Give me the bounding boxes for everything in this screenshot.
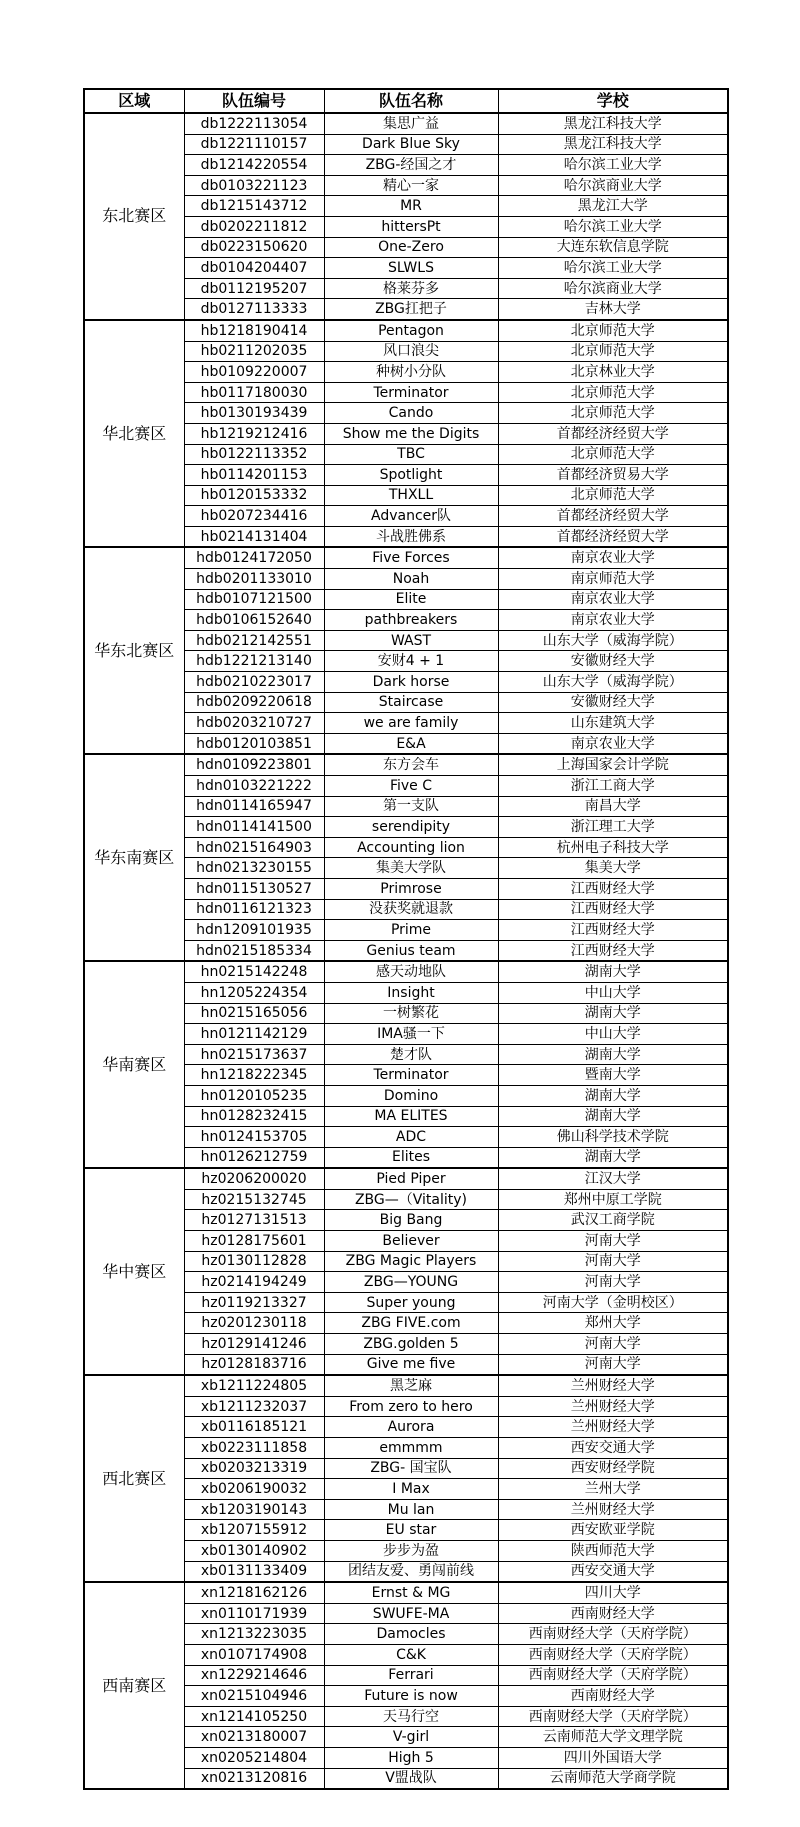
team-name-cell: we are family xyxy=(324,713,498,734)
team-name-cell: C&K xyxy=(324,1644,498,1665)
school-cell: 兰州财经大学 xyxy=(498,1396,728,1417)
team-id-cell: hz0119213327 xyxy=(184,1292,324,1313)
school-cell: 北京师范大学 xyxy=(498,444,728,465)
team-id-cell: hz0206200020 xyxy=(184,1168,324,1189)
team-id-cell: hdb0106152640 xyxy=(184,610,324,631)
school-cell: 哈尔滨商业大学 xyxy=(498,175,728,196)
team-id-cell: db0202211812 xyxy=(184,216,324,237)
team-id-cell: hb0109220007 xyxy=(184,362,324,383)
team-name-cell: Five Forces xyxy=(324,547,498,568)
team-name-cell: ZBG- 国宝队 xyxy=(324,1458,498,1479)
table-row xyxy=(84,1375,728,1396)
team-id-cell: hdb0201133010 xyxy=(184,569,324,590)
team-name-cell: 没获奖就退款 xyxy=(324,899,498,920)
region-cell: 西北赛区 xyxy=(84,1375,184,1582)
team-name-cell: 东方会车 xyxy=(324,754,498,775)
region-cell: 华北赛区 xyxy=(84,320,184,548)
team-id-cell: xn0215104946 xyxy=(184,1686,324,1707)
team-name-cell: Advancer队 xyxy=(324,506,498,527)
school-cell: 郑州大学 xyxy=(498,1313,728,1334)
team-id-cell: hdn0114165947 xyxy=(184,796,324,817)
school-cell: 湖南大学 xyxy=(498,1106,728,1127)
school-cell: 北京师范大学 xyxy=(498,382,728,403)
school-cell: 西安欧亚学院 xyxy=(498,1520,728,1541)
team-id-cell: hdn0215185334 xyxy=(184,940,324,961)
school-cell: 暨南大学 xyxy=(498,1065,728,1086)
team-id-cell: xn0205214804 xyxy=(184,1747,324,1768)
header-team-name: 队伍名称 xyxy=(324,89,498,113)
school-cell: 四川外国语大学 xyxy=(498,1747,728,1768)
school-cell: 兰州财经大学 xyxy=(498,1499,728,1520)
school-cell: 黑龙江科技大学 xyxy=(498,113,728,134)
team-name-cell: 步步为盈 xyxy=(324,1540,498,1561)
team-id-cell: xn1218162126 xyxy=(184,1582,324,1603)
school-cell: 南京农业大学 xyxy=(498,610,728,631)
team-name-cell: Future is now xyxy=(324,1686,498,1707)
team-name-cell: From zero to hero xyxy=(324,1396,498,1417)
team-id-cell: xb0130140902 xyxy=(184,1540,324,1561)
team-id-cell: hz0127131513 xyxy=(184,1210,324,1231)
team-id-cell: db0103221123 xyxy=(184,175,324,196)
school-cell: 哈尔滨工业大学 xyxy=(498,155,728,176)
school-cell: 湖南大学 xyxy=(498,1003,728,1024)
header-region: 区域 xyxy=(84,89,184,113)
team-name-cell: Show me the Digits xyxy=(324,423,498,444)
school-cell: 南京农业大学 xyxy=(498,547,728,568)
team-name-cell: Damocles xyxy=(324,1624,498,1645)
team-name-cell: Give me five xyxy=(324,1354,498,1375)
team-id-cell: hdb0120103851 xyxy=(184,733,324,754)
team-id-cell: xb0116185121 xyxy=(184,1417,324,1438)
team-id-cell: xb0131133409 xyxy=(184,1561,324,1582)
team-id-cell: hdb0124172050 xyxy=(184,547,324,568)
roster-body xyxy=(84,113,728,1789)
team-name-cell: Noah xyxy=(324,569,498,590)
team-id-cell: xn1214105250 xyxy=(184,1706,324,1727)
team-name-cell: High 5 xyxy=(324,1747,498,1768)
team-name-cell: THXLL xyxy=(324,485,498,506)
table-row xyxy=(84,1582,728,1603)
school-cell: 兰州财经大学 xyxy=(498,1417,728,1438)
region-cell: 华中赛区 xyxy=(84,1168,184,1375)
team-roster-sheet xyxy=(83,88,729,1790)
team-id-cell: db1214220554 xyxy=(184,155,324,176)
team-name-cell: Ernst & MG xyxy=(324,1582,498,1603)
team-name-cell: Dark Blue Sky xyxy=(324,134,498,155)
team-id-cell: db0104204407 xyxy=(184,258,324,279)
region-cell: 华东南赛区 xyxy=(84,754,184,961)
school-cell: 浙江工商大学 xyxy=(498,776,728,797)
team-name-cell: MR xyxy=(324,196,498,217)
team-id-cell: hdb0209220618 xyxy=(184,692,324,713)
school-cell: 山东大学（威海学院） xyxy=(498,672,728,693)
school-cell: 中山大学 xyxy=(498,982,728,1003)
team-id-cell: hn0215165056 xyxy=(184,1003,324,1024)
school-cell: 湖南大学 xyxy=(498,1044,728,1065)
team-id-cell: hb0114201153 xyxy=(184,465,324,486)
team-name-cell: 楚才队 xyxy=(324,1044,498,1065)
school-cell: 河南大学 xyxy=(498,1251,728,1272)
school-cell: 集美大学 xyxy=(498,858,728,879)
school-cell: 湖南大学 xyxy=(498,961,728,982)
school-cell: 哈尔滨工业大学 xyxy=(498,258,728,279)
team-name-cell: E&A xyxy=(324,733,498,754)
team-id-cell: hdn0213230155 xyxy=(184,858,324,879)
team-name-cell: Accounting lion xyxy=(324,837,498,858)
team-id-cell: hb1219212416 xyxy=(184,423,324,444)
team-id-cell: hdb1221213140 xyxy=(184,651,324,672)
school-cell: 湖南大学 xyxy=(498,1147,728,1168)
school-cell: 黑龙江科技大学 xyxy=(498,134,728,155)
team-id-cell: hdn0103221222 xyxy=(184,776,324,797)
team-name-cell: pathbreakers xyxy=(324,610,498,631)
team-id-cell: hz0129141246 xyxy=(184,1334,324,1355)
team-id-cell: hz0128175601 xyxy=(184,1231,324,1252)
team-id-cell: hdn0215164903 xyxy=(184,837,324,858)
school-cell: 西安交通大学 xyxy=(498,1561,728,1582)
team-id-cell: xb1211224805 xyxy=(184,1375,324,1396)
table-row xyxy=(84,113,728,134)
school-cell: 首都经济贸易大学 xyxy=(498,465,728,486)
team-name-cell: ZBG Magic Players xyxy=(324,1251,498,1272)
school-cell: 河南大学（金明校区） xyxy=(498,1292,728,1313)
team-id-cell: hdn0116121323 xyxy=(184,899,324,920)
table-row xyxy=(84,961,728,982)
team-id-cell: hz0201230118 xyxy=(184,1313,324,1334)
school-cell: 西南财经大学（天府学院） xyxy=(498,1665,728,1686)
team-name-cell: Staircase xyxy=(324,692,498,713)
school-cell: 黑龙江大学 xyxy=(498,196,728,217)
school-cell: 四川大学 xyxy=(498,1582,728,1603)
header-row xyxy=(84,89,728,113)
school-cell: 郑州中原工学院 xyxy=(498,1189,728,1210)
team-id-cell: hdb0107121500 xyxy=(184,589,324,610)
team-name-cell: 精心一家 xyxy=(324,175,498,196)
team-name-cell: 斗战胜佛系 xyxy=(324,526,498,547)
team-id-cell: hb0214131404 xyxy=(184,526,324,547)
table-row xyxy=(84,1168,728,1189)
team-name-cell: MA ELITES xyxy=(324,1106,498,1127)
school-cell: 西安交通大学 xyxy=(498,1438,728,1459)
school-cell: 湖南大学 xyxy=(498,1085,728,1106)
school-cell: 首都经济经贸大学 xyxy=(498,506,728,527)
school-cell: 江西财经大学 xyxy=(498,920,728,941)
school-cell: 北京师范大学 xyxy=(498,485,728,506)
team-name-cell: 安财4 + 1 xyxy=(324,651,498,672)
team-id-cell: db0112195207 xyxy=(184,278,324,299)
team-name-cell: ZBG-经国之才 xyxy=(324,155,498,176)
team-id-cell: hb0117180030 xyxy=(184,382,324,403)
team-name-cell: TBC xyxy=(324,444,498,465)
team-id-cell: hn0128232415 xyxy=(184,1106,324,1127)
team-id-cell: db0127113333 xyxy=(184,299,324,320)
team-id-cell: hn0215173637 xyxy=(184,1044,324,1065)
team-name-cell: I Max xyxy=(324,1479,498,1500)
school-cell: 北京师范大学 xyxy=(498,403,728,424)
school-cell: 江汉大学 xyxy=(498,1168,728,1189)
team-name-cell: Domino xyxy=(324,1085,498,1106)
team-name-cell: Five C xyxy=(324,776,498,797)
school-cell: 云南师范大学商学院 xyxy=(498,1768,728,1789)
team-id-cell: hdb0212142551 xyxy=(184,630,324,651)
team-name-cell: 团结友爱、勇闯前线 xyxy=(324,1561,498,1582)
school-cell: 上海国家会计学院 xyxy=(498,754,728,775)
team-id-cell: xb1203190143 xyxy=(184,1499,324,1520)
school-cell: 佛山科学技术学院 xyxy=(498,1127,728,1148)
school-cell: 浙江理工大学 xyxy=(498,817,728,838)
team-name-cell: 集思广益 xyxy=(324,113,498,134)
school-cell: 安徽财经大学 xyxy=(498,692,728,713)
team-id-cell: db1222113054 xyxy=(184,113,324,134)
team-name-cell: serendipity xyxy=(324,817,498,838)
school-cell: 兰州财经大学 xyxy=(498,1375,728,1396)
school-cell: 江西财经大学 xyxy=(498,940,728,961)
school-cell: 陕西师范大学 xyxy=(498,1540,728,1561)
team-name-cell: Mu lan xyxy=(324,1499,498,1520)
team-id-cell: xn0107174908 xyxy=(184,1644,324,1665)
team-name-cell: Prime xyxy=(324,920,498,941)
school-cell: 西南财经大学 xyxy=(498,1603,728,1624)
school-cell: 南京师范大学 xyxy=(498,569,728,590)
team-id-cell: hn0120105235 xyxy=(184,1085,324,1106)
team-id-cell: hdb0210223017 xyxy=(184,672,324,693)
team-id-cell: db1215143712 xyxy=(184,196,324,217)
team-id-cell: hb0207234416 xyxy=(184,506,324,527)
team-roster-table xyxy=(83,88,729,1790)
school-cell: 兰州大学 xyxy=(498,1479,728,1500)
region-cell: 华南赛区 xyxy=(84,961,184,1168)
team-name-cell: Big Bang xyxy=(324,1210,498,1231)
school-cell: 中山大学 xyxy=(498,1024,728,1045)
team-id-cell: hb0211202035 xyxy=(184,341,324,362)
school-cell: 哈尔滨工业大学 xyxy=(498,216,728,237)
table-row xyxy=(84,754,728,775)
team-id-cell: xn0110171939 xyxy=(184,1603,324,1624)
team-name-cell: ZBG扛把子 xyxy=(324,299,498,320)
team-id-cell: hz0130112828 xyxy=(184,1251,324,1272)
team-name-cell: Primrose xyxy=(324,878,498,899)
team-name-cell: ZBG—（Vitality) xyxy=(324,1189,498,1210)
team-id-cell: xb0206190032 xyxy=(184,1479,324,1500)
school-cell: 山东大学（威海学院） xyxy=(498,630,728,651)
team-id-cell: hb0130193439 xyxy=(184,403,324,424)
team-name-cell: Cando xyxy=(324,403,498,424)
team-name-cell: Aurora xyxy=(324,1417,498,1438)
region-cell: 华东北赛区 xyxy=(84,547,184,754)
school-cell: 北京师范大学 xyxy=(498,341,728,362)
team-name-cell: 集美大学队 xyxy=(324,858,498,879)
team-name-cell: Super young xyxy=(324,1292,498,1313)
team-id-cell: hb0122113352 xyxy=(184,444,324,465)
school-cell: 江西财经大学 xyxy=(498,899,728,920)
team-name-cell: ZBG.golden 5 xyxy=(324,1334,498,1355)
team-name-cell: 风口浪尖 xyxy=(324,341,498,362)
team-id-cell: hn0126212759 xyxy=(184,1147,324,1168)
team-name-cell: Pentagon xyxy=(324,320,498,341)
team-name-cell: ADC xyxy=(324,1127,498,1148)
team-id-cell: xb0203213319 xyxy=(184,1458,324,1479)
school-cell: 哈尔滨商业大学 xyxy=(498,278,728,299)
region-cell: 东北赛区 xyxy=(84,113,184,320)
school-cell: 吉林大学 xyxy=(498,299,728,320)
school-cell: 首都经济经贸大学 xyxy=(498,526,728,547)
team-id-cell: hn1205224354 xyxy=(184,982,324,1003)
school-cell: 安徽财经大学 xyxy=(498,651,728,672)
team-id-cell: xn1229214646 xyxy=(184,1665,324,1686)
team-name-cell: IMA骚一下 xyxy=(324,1024,498,1045)
school-cell: 河南大学 xyxy=(498,1231,728,1252)
school-cell: 西南财经大学（天府学院） xyxy=(498,1644,728,1665)
team-id-cell: hz0214194249 xyxy=(184,1272,324,1293)
school-cell: 河南大学 xyxy=(498,1354,728,1375)
team-name-cell: 天马行空 xyxy=(324,1706,498,1727)
team-id-cell: xb1207155912 xyxy=(184,1520,324,1541)
team-id-cell: xn0213180007 xyxy=(184,1727,324,1748)
team-name-cell: ZBG—YOUNG xyxy=(324,1272,498,1293)
team-id-cell: hb0120153332 xyxy=(184,485,324,506)
team-id-cell: hn0215142248 xyxy=(184,961,324,982)
school-cell: 南昌大学 xyxy=(498,796,728,817)
team-name-cell: V盟战队 xyxy=(324,1768,498,1789)
team-name-cell: SLWLS xyxy=(324,258,498,279)
team-id-cell: hdn0115130527 xyxy=(184,878,324,899)
team-name-cell: 第一支队 xyxy=(324,796,498,817)
school-cell: 河南大学 xyxy=(498,1272,728,1293)
team-name-cell: 黑芝麻 xyxy=(324,1375,498,1396)
team-name-cell: Terminator xyxy=(324,1065,498,1086)
team-name-cell: 一树繁花 xyxy=(324,1003,498,1024)
team-id-cell: hn1218222345 xyxy=(184,1065,324,1086)
team-id-cell: xb0223111858 xyxy=(184,1438,324,1459)
team-name-cell: One-Zero xyxy=(324,237,498,258)
team-name-cell: Ferrari xyxy=(324,1665,498,1686)
school-cell: 西南财经大学 xyxy=(498,1686,728,1707)
team-id-cell: xn0213120816 xyxy=(184,1768,324,1789)
school-cell: 南京农业大学 xyxy=(498,733,728,754)
team-id-cell: xn1213223035 xyxy=(184,1624,324,1645)
table-row xyxy=(84,320,728,341)
team-name-cell: 感天动地队 xyxy=(324,961,498,982)
school-cell: 西南财经大学（天府学院） xyxy=(498,1706,728,1727)
team-name-cell: 种树小分队 xyxy=(324,362,498,383)
team-name-cell: V-girl xyxy=(324,1727,498,1748)
team-name-cell: emmmm xyxy=(324,1438,498,1459)
school-cell: 河南大学 xyxy=(498,1334,728,1355)
header-school: 学校 xyxy=(498,89,728,113)
team-name-cell: Genius team xyxy=(324,940,498,961)
team-id-cell: db1221110157 xyxy=(184,134,324,155)
region-cell: 西南赛区 xyxy=(84,1582,184,1789)
team-name-cell: Believer xyxy=(324,1231,498,1252)
school-cell: 江西财经大学 xyxy=(498,878,728,899)
school-cell: 北京林业大学 xyxy=(498,362,728,383)
team-id-cell: hz0128183716 xyxy=(184,1354,324,1375)
school-cell: 南京农业大学 xyxy=(498,589,728,610)
school-cell: 山东建筑大学 xyxy=(498,713,728,734)
school-cell: 北京师范大学 xyxy=(498,320,728,341)
school-cell: 武汉工商学院 xyxy=(498,1210,728,1231)
team-name-cell: Spotlight xyxy=(324,465,498,486)
table-row xyxy=(84,547,728,568)
school-cell: 西安财经学院 xyxy=(498,1458,728,1479)
school-cell: 大连东软信息学院 xyxy=(498,237,728,258)
team-id-cell: hdn0114141500 xyxy=(184,817,324,838)
team-name-cell: SWUFE-MA xyxy=(324,1603,498,1624)
team-name-cell: Dark horse xyxy=(324,672,498,693)
team-id-cell: xb1211232037 xyxy=(184,1396,324,1417)
school-cell: 西南财经大学（天府学院） xyxy=(498,1624,728,1645)
team-name-cell: Insight xyxy=(324,982,498,1003)
team-name-cell: Elites xyxy=(324,1147,498,1168)
team-id-cell: hz0215132745 xyxy=(184,1189,324,1210)
school-cell: 云南师范大学文理学院 xyxy=(498,1727,728,1748)
team-name-cell: hittersPt xyxy=(324,216,498,237)
team-id-cell: db0223150620 xyxy=(184,237,324,258)
team-name-cell: 格莱芬多 xyxy=(324,278,498,299)
team-name-cell: EU star xyxy=(324,1520,498,1541)
header-team-id: 队伍编号 xyxy=(184,89,324,113)
school-cell: 杭州电子科技大学 xyxy=(498,837,728,858)
school-cell: 首都经济经贸大学 xyxy=(498,423,728,444)
team-name-cell: Elite xyxy=(324,589,498,610)
team-id-cell: hdb0203210727 xyxy=(184,713,324,734)
team-id-cell: hn0124153705 xyxy=(184,1127,324,1148)
team-id-cell: hb1218190414 xyxy=(184,320,324,341)
team-id-cell: hdn1209101935 xyxy=(184,920,324,941)
team-name-cell: ZBG FIVE.com xyxy=(324,1313,498,1334)
team-id-cell: hdn0109223801 xyxy=(184,754,324,775)
team-name-cell: Terminator xyxy=(324,382,498,403)
team-id-cell: hn0121142129 xyxy=(184,1024,324,1045)
team-name-cell: WAST xyxy=(324,630,498,651)
team-name-cell: Pied Piper xyxy=(324,1168,498,1189)
